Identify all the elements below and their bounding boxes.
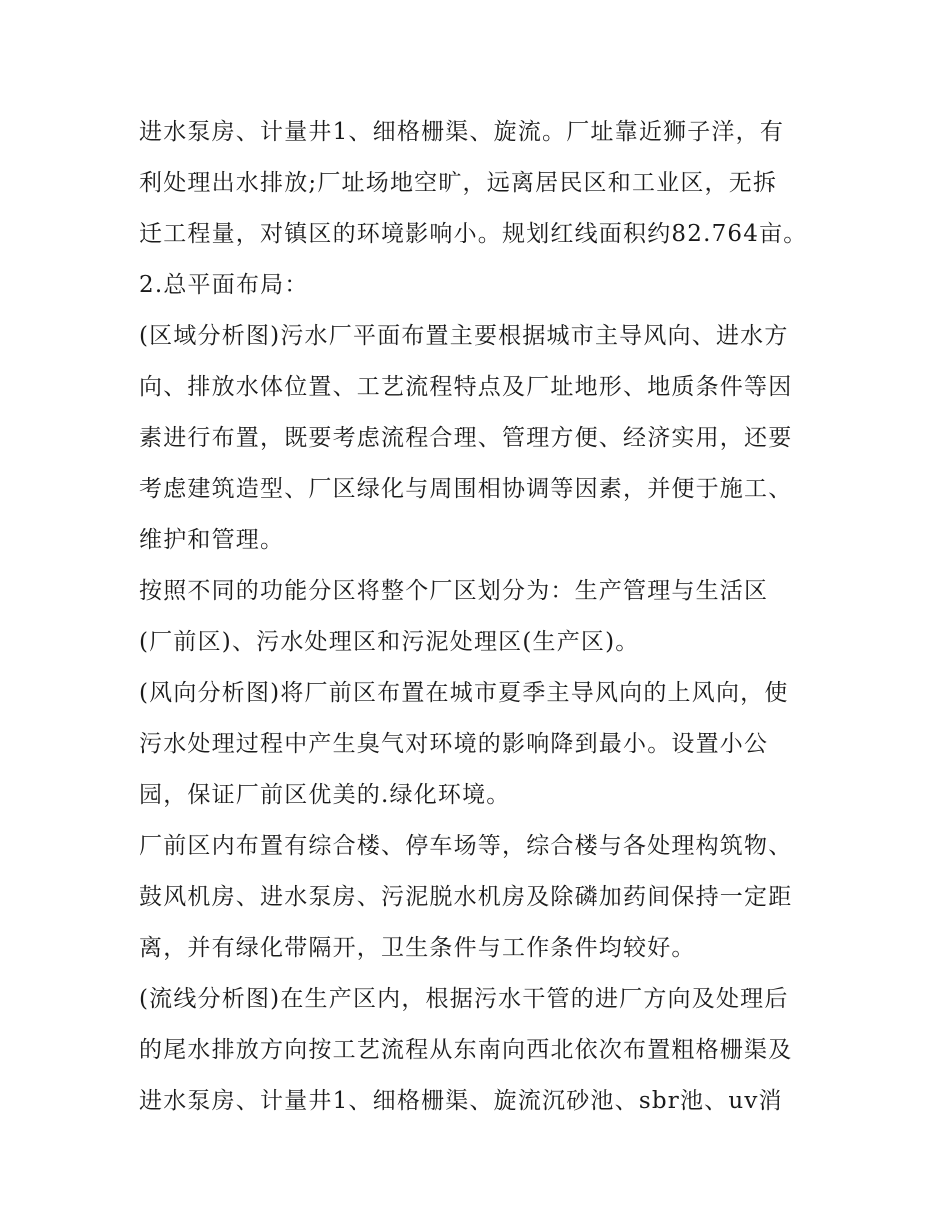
text-line-5: (区域分析图)污水厂平面布置主要根据城市主导风向、进水方 <box>139 323 789 349</box>
text-line-17: 离，并有绿化带隔开，卫生条件与工作条件均较好。 <box>139 935 696 961</box>
text-line-12: (风向分析图)将厂前区布置在城市夏季主导风向的上风向，使 <box>139 680 789 706</box>
document-body <box>139 107 819 1127</box>
section-heading: 2.总平面布局： <box>139 272 309 298</box>
text-line-15: 厂前区内布置有综合楼、停车场等，综合楼与各处理构筑物、 <box>139 833 793 859</box>
text-line-18: (流线分析图)在生产区内，根据污水干管的进厂方向及处理后 <box>139 986 789 1012</box>
text-line-6: 向、排放水体位置、工艺流程特点及厂址地形、地质条件等因 <box>139 374 793 400</box>
text-line-13: 污水处理过程中产生臭气对环境的影响降到最小。设置小公 <box>139 731 769 757</box>
text-line-1: 进水泵房、计量井1、细格栅渠、旋流。厂址靠近狮子洋，有 <box>139 119 785 145</box>
text-line-19: 的尾水排放方向按工艺流程从东南向西北依次布置粗格栅渠及 <box>139 1037 793 1063</box>
text-line-3: 迁工程量，对镇区的环境影响小。规划红线面积约82.764亩。 <box>139 221 808 247</box>
text-line-14: 园，保证厂前区优美的.绿化环境。 <box>139 782 511 808</box>
text-line-2: 利处理出水排放;厂址场地空旷，远离居民区和工业区，无拆 <box>139 170 778 196</box>
text-line-7: 素进行布置，既要考虑流程合理、管理方便、经济实用，还要 <box>139 425 793 451</box>
text-line-11: (厂前区)、污水处理区和污泥处理区(生产区)。 <box>139 629 640 655</box>
text-line-16: 鼓风机房、进水泵房、污泥脱水机房及除磷加药间保持一定距 <box>139 884 793 910</box>
text-line-8: 考虑建筑造型、厂区绿化与周围相协调等因素，并便于施工、 <box>139 476 793 502</box>
text-line-9: 维护和管理。 <box>139 527 285 553</box>
text-line-10: 按照不同的功能分区将整个厂区划分为：生产管理与生活区 <box>139 578 769 604</box>
text-line-20: 进水泵房、计量井1、细格栅渠、旋流沉砂池、sbr池、uv消 <box>139 1088 783 1114</box>
